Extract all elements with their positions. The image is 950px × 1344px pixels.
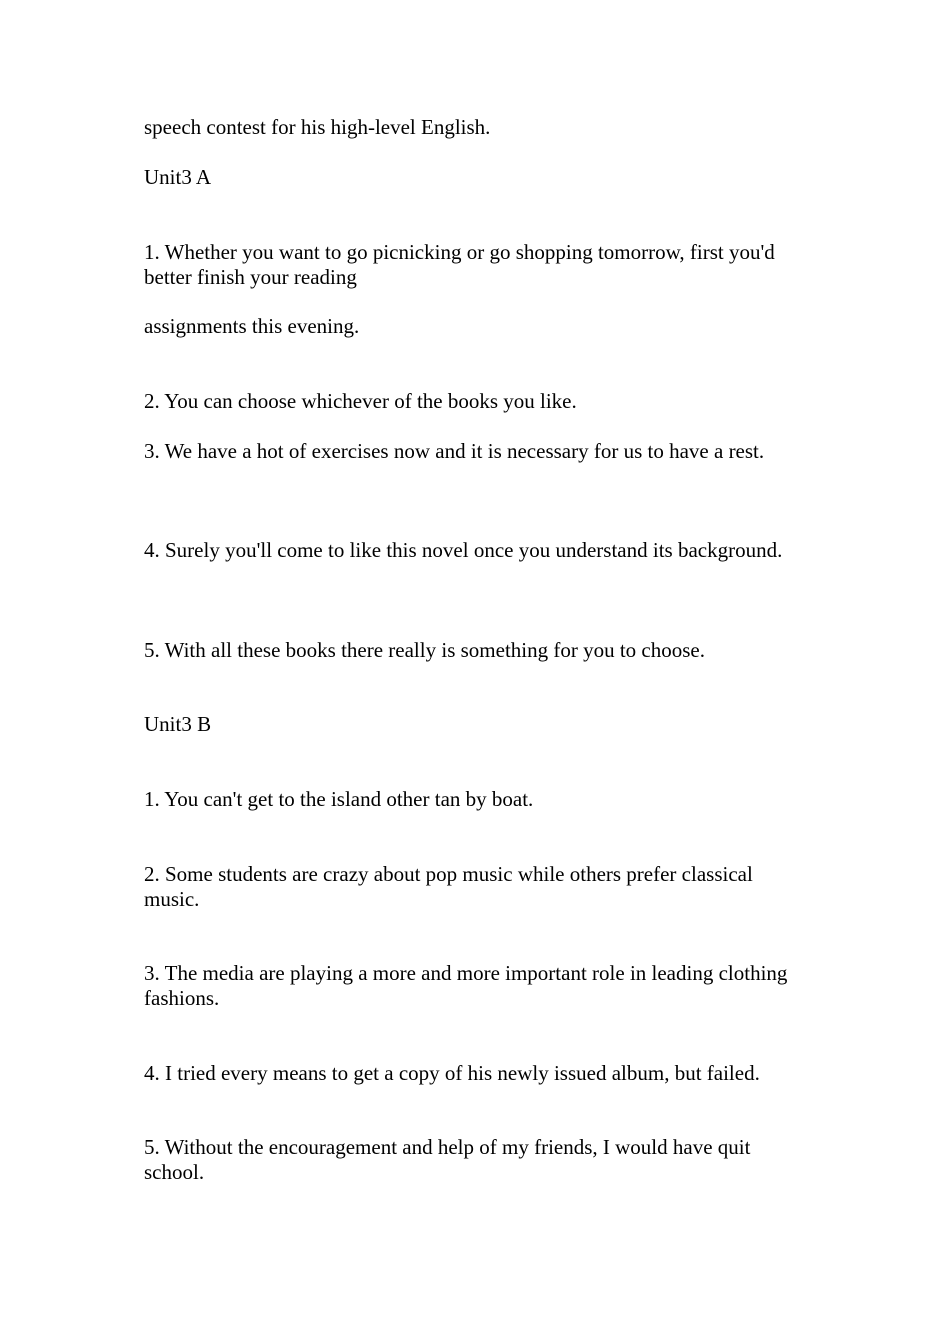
sentence-b4: 4. I tried every means to get a copy of his newly issued album, but failed. (144, 1061, 760, 1085)
sentence-a5: 5. With all these books there really is something for you to choose. (144, 638, 705, 662)
sentence-a3: 3. We have a hot of exercises now and it is necessary for us to have a rest. (144, 439, 765, 463)
sentence-a4: 4. Surely you'll come to like this novel once you understand its background. (144, 538, 783, 562)
sentence-a2: 2. You can choose whichever of the books you like. (144, 389, 577, 413)
section-heading-unit3-a: Unit3 A (144, 165, 212, 189)
section-heading-unit3-b: Unit3 B (144, 712, 212, 736)
sentence-b2: 2. Some students are crazy about pop music while others prefer classical music. (144, 862, 753, 911)
sentence-a1: 1. Whether you want to go picnicking or go shopping tomorrow, first you'd better finish your reading (144, 240, 775, 289)
sentence-b3: 3. The media are playing a more and more important role in leading clothing fashions. (144, 961, 788, 1010)
sentence-b1: 1. You can't get to the island other tan by boat. (144, 787, 534, 811)
sentence-a1-continuation: assignments this evening. (144, 314, 360, 338)
document-page (144, 0, 809, 1344)
sentence-b5: 5. Without the encouragement and help of my friends, I would have quit school. (144, 1135, 751, 1184)
text-line-continuation: speech contest for his high-level English. (144, 115, 491, 139)
